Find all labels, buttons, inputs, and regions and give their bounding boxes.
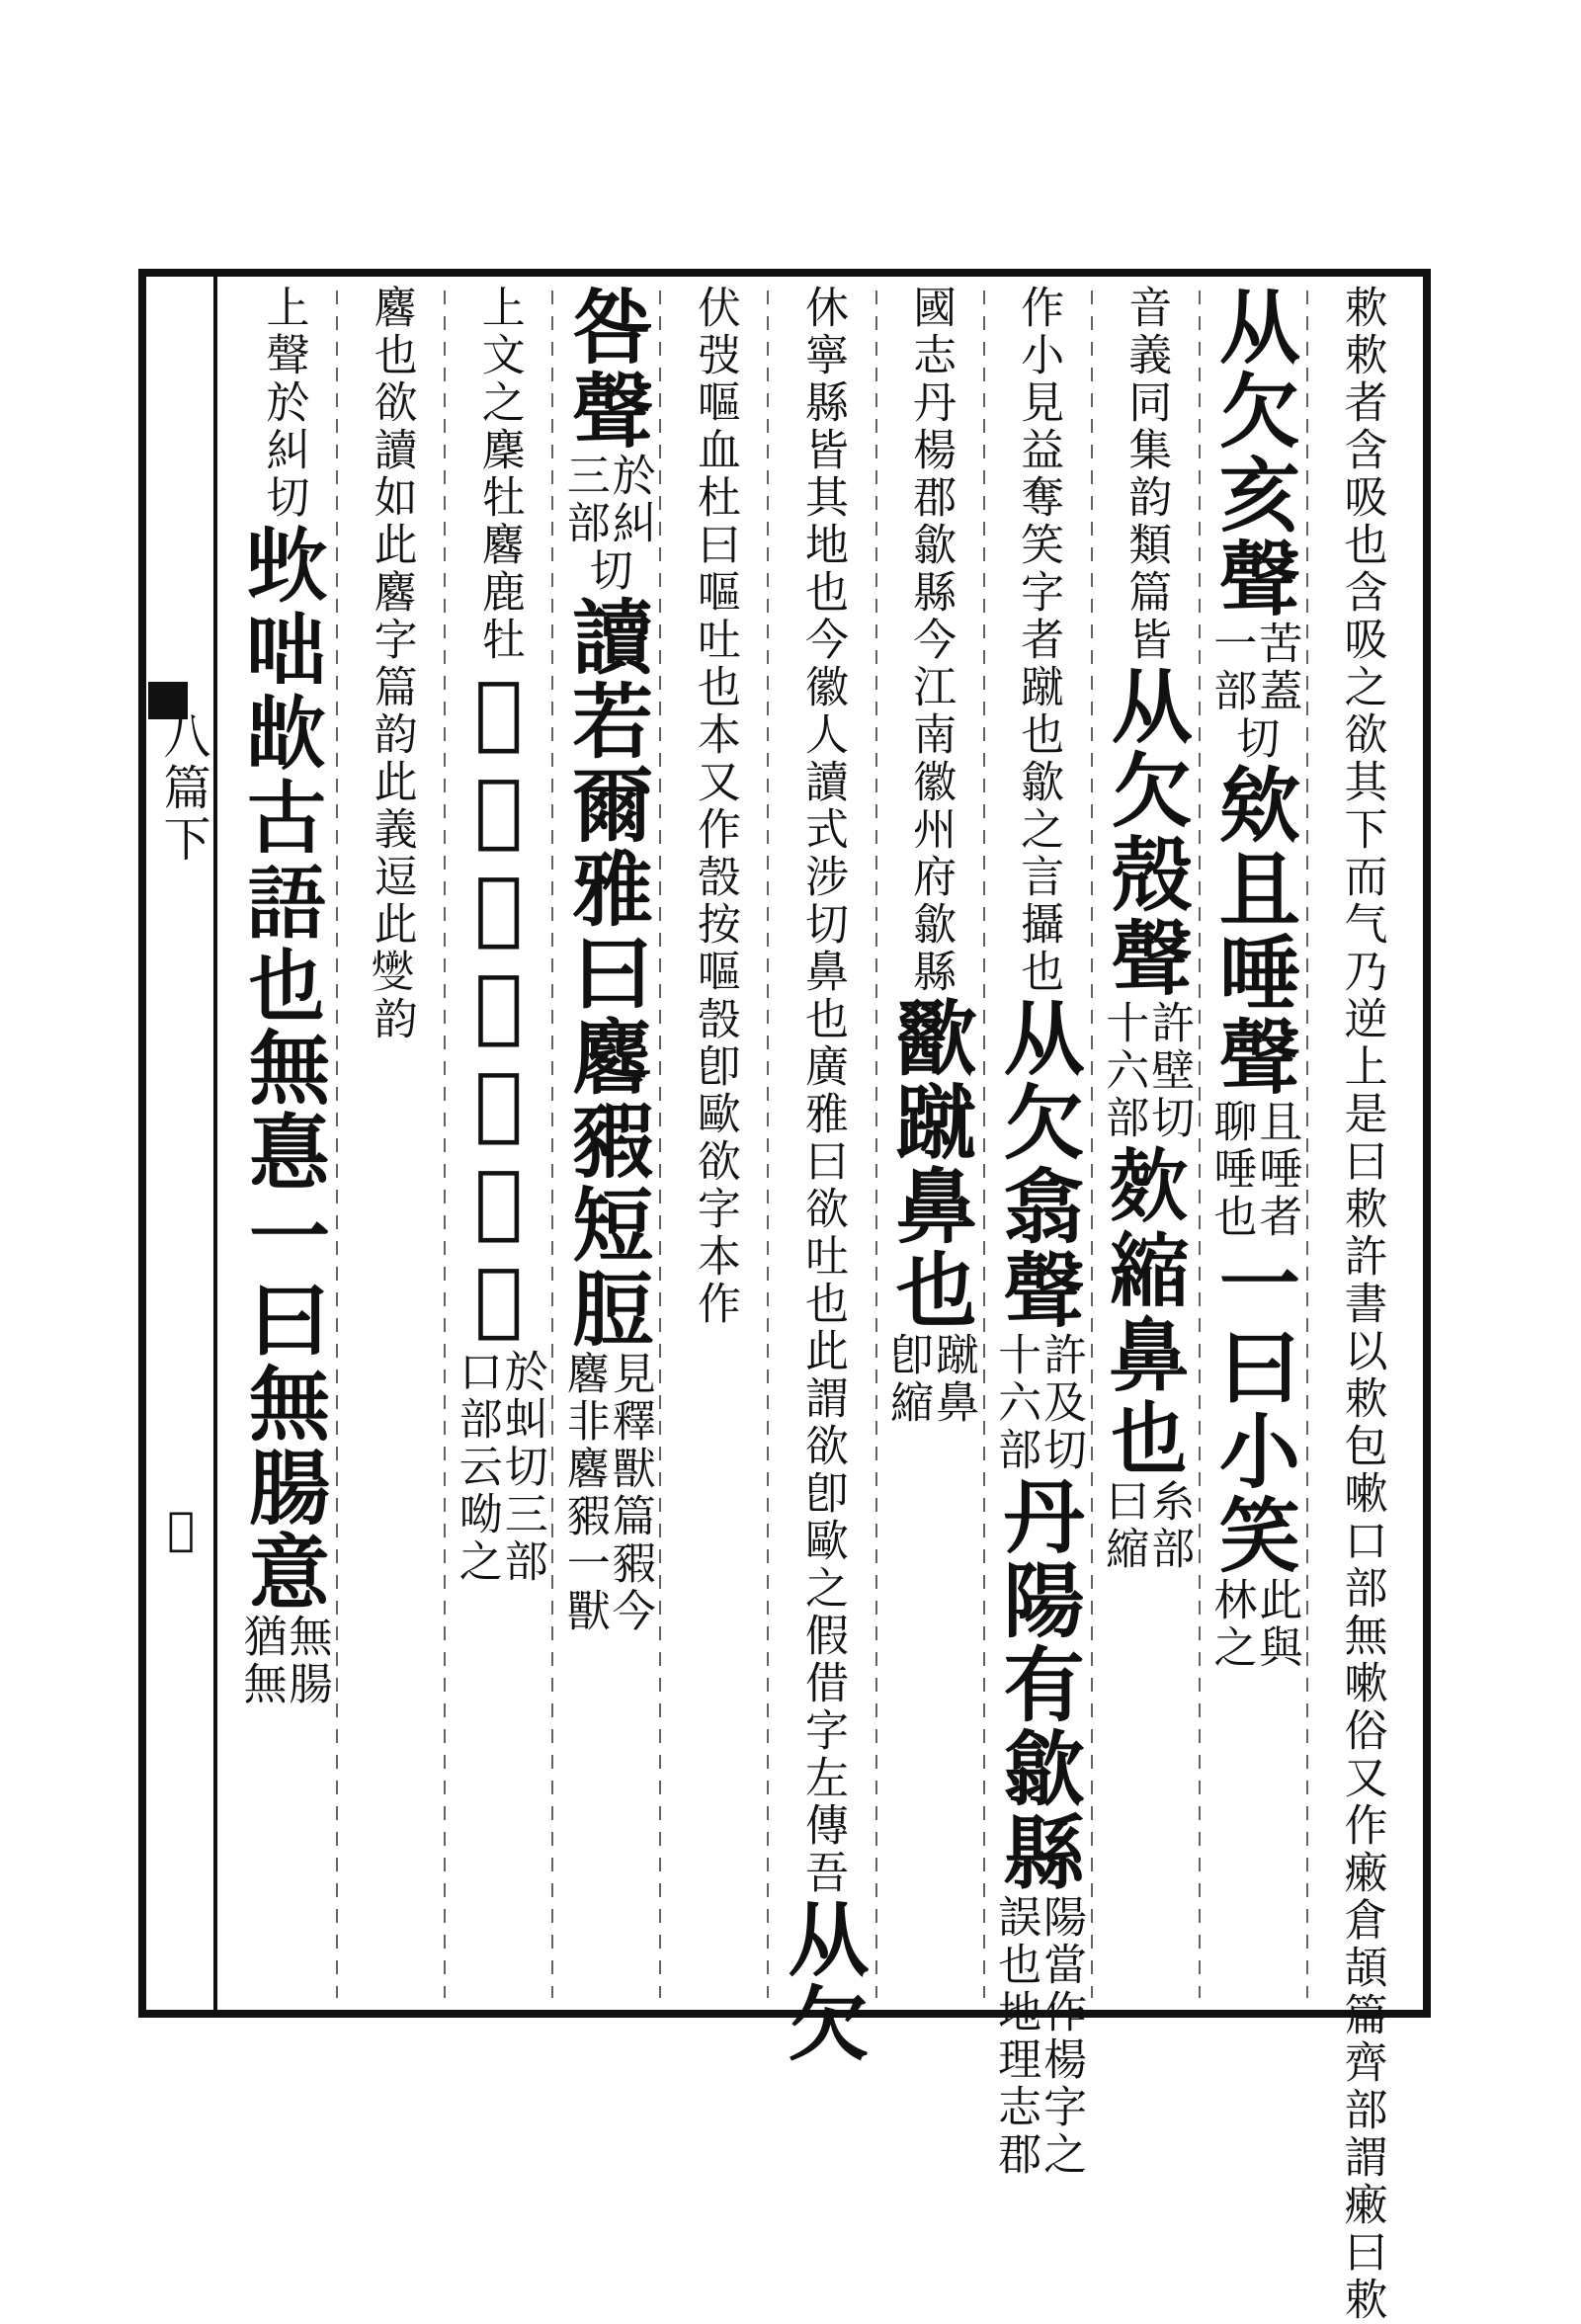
annotation-double-line — [1092, 1000, 1200, 1142]
annotation-left: 口部云呦之 — [451, 1349, 502, 1586]
headword-text: 从欠翕聲 — [990, 996, 1086, 1332]
text-column-11 — [229, 285, 337, 2004]
text-column-8 — [552, 285, 660, 2004]
headword-text: 从欠亥聲 — [1206, 285, 1301, 621]
annotation-right: 此與 — [1251, 1577, 1302, 1672]
text-column-9 — [445, 285, 552, 2004]
commentary-text: 本作 — [689, 1233, 740, 1328]
text-column-4 — [984, 285, 1092, 2179]
chapter-label: 八篇下 — [155, 711, 210, 866]
column-rule — [659, 290, 661, 1998]
commentary-text: 上文之麇牡麔鹿牡 — [473, 285, 525, 664]
column-rule — [1306, 290, 1308, 1998]
column-rule — [336, 290, 338, 1998]
text-column-7 — [660, 285, 768, 2004]
text-column-3 — [1092, 285, 1200, 2004]
page-number: 𠀌 — [154, 1502, 208, 1555]
annotation-left: 十六部 — [1098, 1000, 1149, 1142]
column-rule — [1091, 290, 1093, 1998]
annotation-right: 陽當作楊字之 — [1036, 1894, 1087, 2179]
annotation-double-line — [1200, 621, 1307, 715]
commentary-text: 音義同集韵類篇皆 — [1121, 285, 1172, 664]
headword-text: 从欠殻聲 — [1098, 664, 1194, 1000]
column-rule — [444, 290, 446, 1998]
headword-text: 丹陽有歙縣 — [990, 1474, 1086, 1894]
column-rule — [551, 290, 553, 1998]
headword-text: 無惪一曰無腸意 — [235, 1026, 331, 1614]
annotation-left: 一部 — [1206, 621, 1257, 715]
commentary-text: 麔也欲讀如此麔 — [366, 285, 417, 617]
annotation-double-line — [984, 1894, 1092, 2179]
column-rule — [1199, 290, 1201, 1998]
annotation-left: 卽縮 — [882, 1332, 934, 1427]
commentary-text: 上聲於糾切 — [258, 285, 309, 522]
annotation-left: 十六部 — [990, 1332, 1041, 1474]
annotation-left: 林之 — [1206, 1577, 1257, 1672]
annotation-left: 猶無 — [235, 1614, 287, 1708]
annotation-right: 且唾者 — [1251, 1099, 1302, 1241]
annotation-right: 蹴鼻 — [928, 1332, 979, 1427]
annotation-left: 曰縮 — [1098, 1478, 1149, 1573]
annotation-right: 於虯切三部 — [496, 1349, 547, 1586]
headword-text: 𣣋縮鼻也 — [1098, 1142, 1194, 1478]
commentary-text: 欶欶者含吸也含吸之欲其下而气乃逆上是曰欶許書 — [1336, 285, 1387, 1328]
column-rule — [767, 290, 769, 1998]
commentary-text: 伏弢嘔血杜曰嘔吐也本又作嗀按嘔嗀卽歐欲字 — [689, 285, 740, 1233]
annotation-double-line — [1092, 1478, 1200, 1573]
annotation-double-line — [1200, 1099, 1307, 1241]
text-column-5 — [876, 285, 984, 2004]
commentary-text: 切 — [581, 547, 632, 595]
column-rule — [983, 290, 985, 1998]
annotation-left: 三部 — [558, 453, 610, 547]
commentary-text: 休寧縣皆其地也今徽人讀式涉切 — [796, 285, 848, 949]
annotation-double-line — [552, 453, 660, 547]
annotation-double-line — [445, 1349, 552, 1586]
annotation-right: 糸部 — [1143, 1478, 1195, 1573]
annotation-right: 見釋獸篇豭今 — [604, 1351, 655, 1635]
commentary-text: 者蹴也歙之言攝也 — [1013, 617, 1064, 996]
commentary-text: 切 — [1228, 715, 1280, 763]
text-column-2 — [1200, 285, 1307, 2004]
annotation-right: 無腸 — [281, 1614, 332, 1708]
center-gutter — [146, 277, 217, 2010]
column-rule — [875, 290, 877, 1998]
commentary-text: 國志丹楊郡歙縣今江南徽州府歙縣 — [905, 285, 957, 996]
annotation-double-line — [984, 1332, 1092, 1474]
headword-text: 欸且唾聲 — [1206, 763, 1301, 1099]
annotation-right: 許壁切 — [1143, 1000, 1195, 1142]
annotation-double-line — [876, 1332, 984, 1427]
commentary-text: 以欶包嗽口部無嗽俗又作瘷倉頡篇齊部謂瘷曰欶 — [1336, 1328, 1387, 2324]
headword-text: 讀若爾雅曰麔豭短脰 — [558, 595, 654, 1351]
annotation-left: 聊唾也 — [1206, 1099, 1257, 1241]
annotation-double-line — [229, 1614, 337, 1708]
annotation-right: 許及切 — [1036, 1332, 1087, 1474]
headword-text: 𣢑咄欪古語也 — [235, 522, 331, 1026]
annotation-left: 誤也地理志郡 — [990, 1894, 1041, 2179]
headword-text: 咎聲 — [558, 285, 654, 453]
annotation-double-line — [1200, 1577, 1307, 1672]
text-columns — [229, 285, 1415, 2324]
annotation-double-line — [552, 1351, 660, 1635]
text-column-10 — [337, 285, 445, 2004]
commentary-text: 作小見益奪笑字 — [1013, 285, 1064, 617]
text-column-1 — [1307, 285, 1415, 2324]
headword-text: 从欠 — [774, 1897, 870, 2065]
headword-text: 一曰小笑 — [1206, 1241, 1301, 1577]
text-column-6 — [768, 285, 875, 2065]
headword-text: 𣢵愁皃从欠幼聲 — [451, 664, 546, 1349]
annotation-right: 苦蓋 — [1251, 621, 1302, 715]
commentary-text: 逗此𤎬韵 — [366, 854, 417, 1043]
headword-text: 歠蹴鼻也 — [882, 996, 978, 1332]
annotation-right: 於糾 — [604, 453, 655, 547]
commentary-text: 鼻也廣雅曰欲吐也此謂欲卽歐之假借字左傳吾 — [796, 949, 848, 1897]
annotation-left: 麔非麔豭一獸 — [558, 1351, 610, 1635]
commentary-text: 字篇韵此義 — [366, 617, 417, 854]
